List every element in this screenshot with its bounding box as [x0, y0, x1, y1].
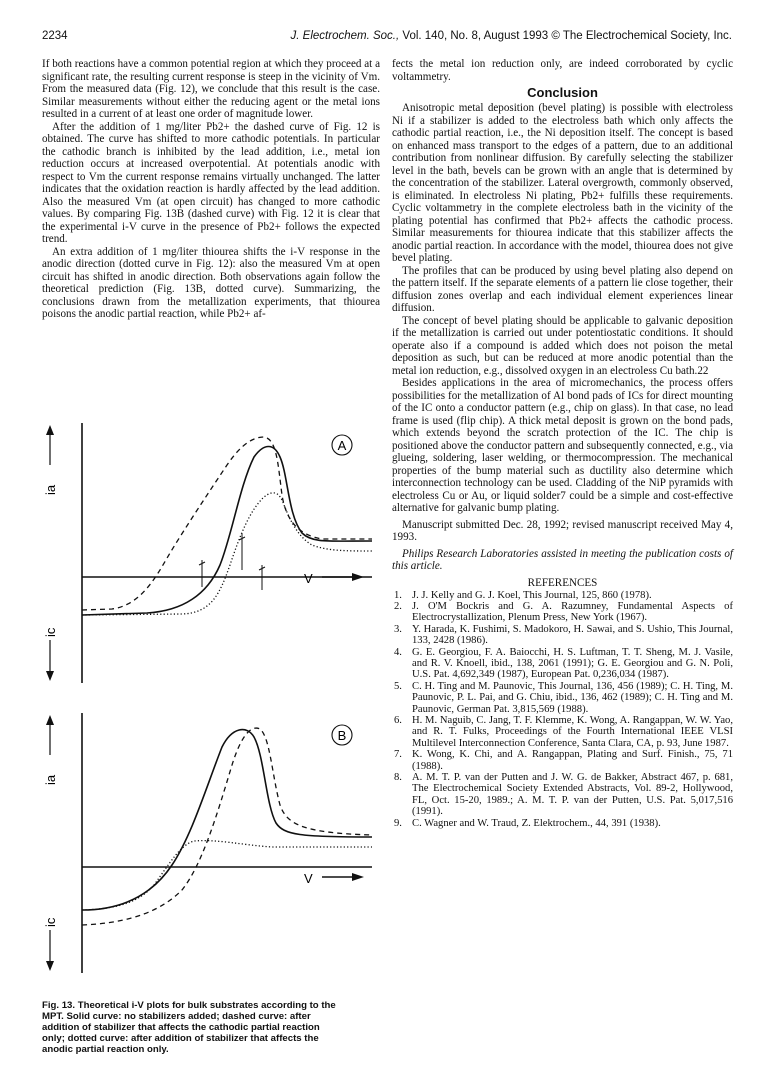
left-column — [42, 58, 380, 321]
manuscript-received: Manuscript submitted Dec. 28, 1992; revised manuscript received May 4, 1993. — [392, 518, 733, 543]
reference-item: 3. Y. Harada, K. Fushimi, S. Madokoro, H. Sawai, and S. Ushio, This Journal, 133, 2428 (1986). — [394, 623, 733, 647]
body-paragraph: Anisotropic metal deposition (bevel plating) is possible with electroless Ni if a stabilizer is added to the electroless bath which only affects the cathodic partial reaction, i.e., the Ni deposition itself. The concept is based on enhanced mass transport to the edges of a pattern, due to an additional contribution from nonlinear diffusion. By carefully selecting the stabilizer level in the bath, bevels can be grown with an angle that is determined by the concentration of the stabilizer. Lateral overgrowth, commonly observed, is eliminated. In electroless Ni plating, Pb2+ fulfills these requirements. Cyclic voltammetry in the complete electroless bath in the vicinity of the plating potential has confirmed that Pb2+ affects the cathodic process. Similar measurements for thiourea indicate that this stabilizer affects the anodic partial reaction. In accordance with the model, thiourea does not give bevel plating. — [392, 102, 733, 264]
body-paragraph: If both reactions have a common potential region at which they proceed at a significant rate, the resulting current response is steep in the vicinity of Vm. From the measured data (Fig. 12), we conclude that this result is the case. Similar measurements without either the reducing agent or the metal ions resulted in a current of at least one order of magnitude lower. — [42, 58, 380, 120]
curve-dashed — [82, 437, 372, 610]
reference-item: 2. J. O'M Bockris and G. A. Razumney, Fundamental Aspects of Electrocrystallization, Plenum Press, New York (1967). — [394, 600, 733, 624]
body-paragraph: After the addition of 1 mg/liter Pb2+ the dashed curve of Fig. 12 is obtained. The curve has shifted to more cathodic potentials. In particular the cathodic branch is inhibited by the lead addition, i.e., metal ion reduction occurs at increased overpotential. At potentials anodic with respect to Vm the current response remains virtually unchanged. The latter indicates that the oxidation reaction is hardly affected by the lead addition. Also the measured Vm (at open circuit) has changed to more cathodic values. By comparing Fig. 13B (dashed curve) with Fig. 12 it is clear that the experimental i-V curve in the presence of Pb2+ follows the expected trend. — [42, 120, 380, 245]
panel-b-label: B — [337, 728, 347, 743]
journal-citation — [291, 30, 732, 42]
ic-arrow-icon — [46, 961, 54, 971]
v-arrow-icon — [352, 573, 364, 581]
panel-a-label: A — [337, 438, 347, 453]
ic-arrow-icon — [46, 671, 54, 681]
reference-item: 9. C. Wagner and W. Traud, Z. Elektrochem., 44, 391 (1938). — [394, 817, 661, 829]
journal-issue: Vol. 140, No. 8, August 1993 © The Electrochemical Society, Inc. — [402, 30, 732, 42]
v-arrow-icon — [352, 873, 364, 881]
reference-item: 5. C. H. Ting and M. Paunovic, This Journal, 136, 456 (1989); C. H. Ting, M. Paunovic, P. L. Pai, and G. Chiu, ibid., 136, 462 (1989); C. H. Ting and M. Paunovic, German Pat. 3,815,569 (1988). — [394, 680, 733, 715]
body-paragraph: fects the metal ion reduction only, are indeed corroborated by cyclic voltammetry. — [392, 58, 733, 83]
figure-13 — [42, 415, 380, 1055]
body-paragraph: An extra addition of 1 mg/liter thiourea shifts the i-V response in the anodic direction (dotted curve in Fig. 12): also the measured Vm at open circuit has shifted in anodic direction. Both observations again follow the theoretical prediction (Fig. 13B, dotted curve). Summarizing, the conclusions drawn from the metallization experiments, that thiourea poisons the anodic partial reaction, while Pb2+ af- — [42, 245, 380, 320]
body-paragraph: The profiles that can be produced by using bevel plating also depend on the pattern itself. If the separate elements of a pattern lie close together, their diffusion zones overlap and each individual element experiences linear diffusion. — [392, 264, 733, 314]
curve-solid — [82, 730, 372, 910]
voltage-label: V — [304, 571, 313, 586]
curve-solid — [82, 447, 372, 616]
acknowledgment: Philips Research Laboratories assisted in meeting the publication costs of this article. — [392, 547, 733, 572]
voltage-label: V — [304, 871, 313, 886]
journal-name: J. Electrochem. Soc., — [290, 30, 400, 42]
ia-label: ia — [43, 484, 58, 495]
reference-item: 8. A. M. T. P. van der Putten and J. W. G. de Bakker, Abstract 467, p. 681, The Electrochemical Society Extended Abstracts, Vol. 89-2, Hollywood, FL, Oct. 15-20, 1989.; A. M. T. P. van der Putten, U.S. Pat. 5,017,516 (1991). — [394, 772, 733, 818]
references-heading: REFERENCES — [527, 576, 598, 589]
figure-caption: Fig. 13. Theoretical i-V plots for bulk substrates according to the MPT. Solid curve: no stabilizers added; dashed curve: after addition of stabilizer that affects the cathodic partial reaction only; dotted curve: after addition of stabilizer that affects the anodic partial reaction only. — [42, 1000, 336, 1055]
ic-label: ic — [43, 917, 58, 927]
curve-dotted — [82, 841, 372, 910]
right-column — [392, 58, 733, 829]
reference-item: 1. J. J. Kelly and G. J. Koel, This Journal, 125, 860 (1978). — [394, 589, 652, 601]
page-header — [42, 30, 732, 44]
figure-panel-a — [42, 415, 380, 690]
page-number: 2234 — [42, 30, 68, 42]
body-paragraph: The concept of bevel plating should be applicable to galvanic deposition if the metallization is carried out under potentiostatic conditions. It should operate also if a compound is added which does not poison the metal deposition as such, but can be reduced at more anodic potential than the metal ion reduction, e.g., dissolved oxygen in an electroless Cu bath.22 — [392, 314, 733, 377]
section-heading: Conclusion — [527, 85, 598, 100]
figure-panel-b — [42, 705, 380, 980]
reference-item: 4. G. E. Georgiou, F. A. Baiocchi, H. S. Luftman, T. T. Sheng, M. J. Vasile, and R. V. Knoell, ibid., 138, 2061 (1991); G. E. Georgiou and G. N. Poli, U.S. Pat. 4,692,349 (1987), European Pat. 0,236,034 (1987). — [394, 646, 733, 681]
curve-dashed — [82, 728, 372, 925]
reference-list — [392, 590, 733, 830]
reference-item: 7. K. Wong, K. Chi, and A. Rangappan, Plating and Surf. Finish., 75, 71 (1988). — [394, 749, 733, 772]
reference-item: 6. H. M. Naguib, C. Jang, T. F. Klemme, K. Wong, A. Rangappan, W. W. Yao, and R. T. Fulks, Proceedings of the Fourth International IEEE VLSI Multilevel Interconnection Conference, Santa Clara, CA, p. 93, June 1987. — [394, 714, 733, 749]
ia-label: ia — [43, 774, 58, 785]
curve-dotted — [82, 493, 372, 615]
ic-label: ic — [43, 627, 58, 637]
body-paragraph: Besides applications in the area of micromechanics, the process offers possibilities for the metallization of Al bond pads of ICs for direct mounting of the IC onto a conductor pattern (e.g., chip on glass). In that case, no lead frame is used (flip chip). A thick metal deposit is grown on the bond pads, which extends beyond the scratch protection of the IC. The chip is positioned above the conductor pattern and subsequently connected, e.g., via glueing, soldering, laser welding, or thermocompression. The mechanical properties of the bump material such as ductility also determine which interconnection technology can be used. Cladding of the NiP pyramids with electroless Cu or Au, or liquid solder7 could be a simple and cost-effective alternative for galvanic bump plating. — [392, 377, 733, 514]
